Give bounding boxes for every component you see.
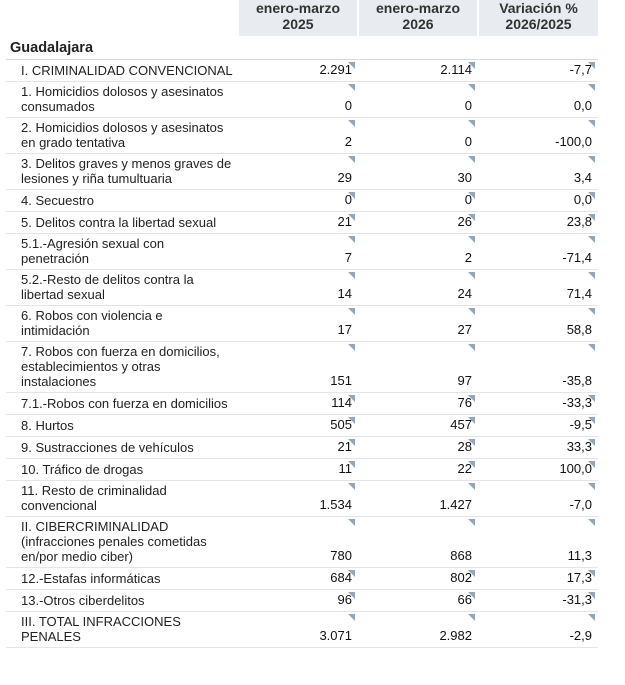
table-row <box>6 481 598 517</box>
cell-value: 2 <box>464 250 472 265</box>
variation-cell[interactable] <box>478 612 598 648</box>
cell-comment-indicator-icon <box>348 308 355 315</box>
cell-value: 14 <box>337 286 352 301</box>
cell-comment-indicator-icon <box>468 84 475 91</box>
table-row <box>6 234 598 270</box>
cell-comment-indicator-icon <box>588 84 595 91</box>
cell-comment-indicator-icon <box>468 272 475 279</box>
cell-value: 66 <box>457 592 472 607</box>
cell-value: 684 <box>330 570 352 585</box>
cell-value: 17 <box>337 322 352 337</box>
cell-comment-indicator-icon <box>348 483 355 490</box>
table-row <box>6 517 598 568</box>
cell-value: 3.071 <box>319 628 352 643</box>
variation-cell[interactable] <box>478 517 598 568</box>
cell-value: 868 <box>450 548 472 563</box>
row-label: 3. Delitos graves y menos graves de lesiones y riña tumultuaria <box>6 154 238 190</box>
cell-comment-indicator-icon <box>588 417 595 424</box>
variation-cell[interactable] <box>478 342 598 393</box>
crime-statistics-table <box>6 0 598 648</box>
row-label: 13.-Otros ciberdelitos <box>6 590 238 612</box>
cell-comment-indicator-icon <box>588 592 595 599</box>
row-label: II. CIBERCRIMINALIDAD (infracciones penales cometidas en/por medio ciber) <box>6 517 238 568</box>
cell-value: 2.982 <box>439 628 472 643</box>
variation-cell[interactable] <box>478 190 598 212</box>
cell-value: 76 <box>457 395 472 410</box>
table-row <box>6 306 598 342</box>
cell-comment-indicator-icon <box>468 614 475 621</box>
row-label: 5. Delitos contra la libertad sexual <box>6 212 238 234</box>
table-row <box>6 190 598 212</box>
cell-comment-indicator-icon <box>348 439 355 446</box>
row-label: 7.1.-Robos con fuerza en domicilios <box>6 393 238 415</box>
cell-value: -7,7 <box>569 62 592 77</box>
cell-comment-indicator-icon <box>348 236 355 243</box>
value-2026-cell[interactable] <box>358 437 478 459</box>
value-2025-cell[interactable] <box>238 154 358 190</box>
cell-comment-indicator-icon <box>588 483 595 490</box>
value-2026-cell[interactable] <box>358 612 478 648</box>
value-2026-cell[interactable] <box>358 118 478 154</box>
value-2026-cell[interactable] <box>358 481 478 517</box>
variation-cell[interactable] <box>478 270 598 306</box>
cell-comment-indicator-icon <box>348 592 355 599</box>
region-row <box>6 36 598 60</box>
row-label: 1. Homicidios dolosos y asesinatos consumados <box>6 82 238 118</box>
variation-cell[interactable] <box>478 437 598 459</box>
value-2026-cell[interactable] <box>358 270 478 306</box>
value-2025-cell[interactable] <box>238 415 358 437</box>
table-row <box>6 459 598 481</box>
cell-value: 505 <box>330 417 352 432</box>
table-row <box>6 270 598 306</box>
header-2026-line2: 2026 <box>402 16 434 32</box>
table-row <box>6 118 598 154</box>
value-2026-cell[interactable] <box>358 60 478 82</box>
value-2026-cell[interactable] <box>358 590 478 612</box>
cell-value: 0 <box>344 192 352 207</box>
variation-cell[interactable] <box>478 306 598 342</box>
cell-comment-indicator-icon <box>468 592 475 599</box>
header-2025-line1: enero-marzo <box>255 0 341 16</box>
cell-value: 2.114 <box>440 62 472 77</box>
value-2025-cell[interactable] <box>238 437 358 459</box>
row-label: 12.-Estafas informáticas <box>6 568 238 590</box>
cell-comment-indicator-icon <box>468 62 475 69</box>
cell-comment-indicator-icon <box>588 519 595 526</box>
value-2026-cell[interactable] <box>358 154 478 190</box>
cell-comment-indicator-icon <box>468 417 475 424</box>
cell-value: 71,4 <box>566 286 592 301</box>
variation-cell[interactable] <box>478 590 598 612</box>
value-2025-cell[interactable] <box>238 481 358 517</box>
cell-comment-indicator-icon <box>588 344 595 351</box>
table-row <box>6 212 598 234</box>
row-label: 10. Tráfico de drogas <box>6 459 238 481</box>
cell-comment-indicator-icon <box>588 62 595 69</box>
cell-comment-indicator-icon <box>348 192 355 199</box>
cell-value: 26 <box>457 214 472 229</box>
cell-comment-indicator-icon <box>348 62 355 69</box>
table-row <box>6 60 598 82</box>
cell-value: 2 <box>344 134 352 149</box>
value-2025-cell[interactable] <box>238 234 358 270</box>
cell-comment-indicator-icon <box>348 214 355 221</box>
cell-comment-indicator-icon <box>468 483 475 490</box>
cell-comment-indicator-icon <box>588 570 595 577</box>
row-label: 5.1.-Agresión sexual con penetración <box>6 234 238 270</box>
cell-value: 21 <box>337 214 352 229</box>
value-2025-cell[interactable] <box>238 118 358 154</box>
table-row <box>6 342 598 393</box>
variation-cell[interactable] <box>478 60 598 82</box>
value-2025-cell[interactable] <box>238 568 358 590</box>
cell-comment-indicator-icon <box>588 614 595 621</box>
cell-value: 97 <box>457 373 472 388</box>
value-2026-cell[interactable] <box>358 568 478 590</box>
cell-value: 100,0 <box>559 461 592 476</box>
cell-comment-indicator-icon <box>588 461 595 468</box>
cell-value: 2.291 <box>319 62 352 77</box>
cell-comment-indicator-icon <box>588 120 595 127</box>
cell-comment-indicator-icon <box>588 214 595 221</box>
cell-value: 0,0 <box>573 98 592 113</box>
cell-comment-indicator-icon <box>588 272 595 279</box>
header-variation <box>478 0 598 36</box>
row-label: I. CRIMINALIDAD CONVENCIONAL <box>6 60 238 82</box>
cell-comment-indicator-icon <box>348 156 355 163</box>
value-2026-cell[interactable] <box>358 234 478 270</box>
cell-value: 114 <box>331 395 352 410</box>
cell-value: 802 <box>450 570 472 585</box>
cell-value: 28 <box>457 439 472 454</box>
cell-comment-indicator-icon <box>468 214 475 221</box>
variation-cell[interactable] <box>478 459 598 481</box>
cell-comment-indicator-icon <box>468 308 475 315</box>
cell-comment-indicator-icon <box>588 308 595 315</box>
row-label: 5.2.-Resto de delitos contra la libertad sexual <box>6 270 238 306</box>
cell-comment-indicator-icon <box>348 570 355 577</box>
table-row <box>6 437 598 459</box>
cell-value: 29 <box>337 170 352 185</box>
cell-comment-indicator-icon <box>468 344 475 351</box>
table-row <box>6 82 598 118</box>
header-2026 <box>358 0 478 36</box>
cell-value: 24 <box>457 286 472 301</box>
cell-comment-indicator-icon <box>348 272 355 279</box>
variation-cell[interactable] <box>478 481 598 517</box>
variation-cell[interactable] <box>478 415 598 437</box>
cell-comment-indicator-icon <box>468 156 475 163</box>
cell-value: 17,3 <box>566 570 592 585</box>
value-2025-cell[interactable] <box>238 306 358 342</box>
value-2025-cell[interactable] <box>238 612 358 648</box>
value-2026-cell[interactable] <box>358 190 478 212</box>
cell-value: -9,5 <box>569 417 592 432</box>
header-2025-line2: 2025 <box>282 16 314 32</box>
cell-value: 1.427 <box>439 497 472 512</box>
value-2025-cell[interactable] <box>238 82 358 118</box>
cell-comment-indicator-icon <box>468 570 475 577</box>
value-2026-cell[interactable] <box>358 342 478 393</box>
cell-value: 30 <box>457 170 472 185</box>
cell-value: -71,4 <box>562 250 592 265</box>
value-2026-cell[interactable] <box>358 459 478 481</box>
table-header-row <box>6 0 598 36</box>
cell-value: -35,8 <box>562 373 592 388</box>
cell-value: -2,9 <box>569 628 592 643</box>
cell-value: 23,8 <box>566 214 592 229</box>
cell-value: 1.534 <box>319 497 352 512</box>
region-name: Guadalajara <box>6 36 598 60</box>
row-label: 7. Robos con fuerza en domicilios, establecimientos y otras instalaciones <box>6 342 238 393</box>
value-2026-cell[interactable] <box>358 517 478 568</box>
cell-value: -33,3 <box>562 395 592 410</box>
row-label: 2. Homicidios dolosos y asesinatos en grado tentativa <box>6 118 238 154</box>
cell-value: 11,3 <box>567 548 592 563</box>
cell-value: 0 <box>344 98 352 113</box>
cell-comment-indicator-icon <box>468 519 475 526</box>
cell-value: 780 <box>330 548 352 563</box>
value-2026-cell[interactable] <box>358 415 478 437</box>
variation-cell[interactable] <box>478 234 598 270</box>
table-row <box>6 590 598 612</box>
value-2026-cell[interactable] <box>358 393 478 415</box>
cell-value: 33,3 <box>566 439 592 454</box>
cell-value: 96 <box>337 592 352 607</box>
row-label: 9. Sustracciones de vehículos <box>6 437 238 459</box>
cell-comment-indicator-icon <box>348 120 355 127</box>
cell-value: -31,3 <box>562 592 592 607</box>
cell-comment-indicator-icon <box>588 156 595 163</box>
row-label: III. TOTAL INFRACCIONES PENALES <box>6 612 238 648</box>
cell-comment-indicator-icon <box>468 236 475 243</box>
cell-value: 457 <box>450 417 472 432</box>
value-2025-cell[interactable] <box>238 212 358 234</box>
row-label: 4. Secuestro <box>6 190 238 212</box>
value-2025-cell[interactable] <box>238 590 358 612</box>
cell-comment-indicator-icon <box>348 519 355 526</box>
cell-comment-indicator-icon <box>468 192 475 199</box>
cell-comment-indicator-icon <box>348 395 355 402</box>
cell-value: -7,0 <box>569 497 592 512</box>
table-row <box>6 568 598 590</box>
cell-value: 3,4 <box>573 170 592 185</box>
cell-value: 58,8 <box>566 322 592 337</box>
cell-comment-indicator-icon <box>348 84 355 91</box>
variation-cell[interactable] <box>478 212 598 234</box>
variation-cell[interactable] <box>478 82 598 118</box>
variation-cell[interactable] <box>478 568 598 590</box>
header-2026-line1: enero-marzo <box>375 0 461 16</box>
value-2025-cell[interactable] <box>238 60 358 82</box>
value-2026-cell[interactable] <box>358 306 478 342</box>
row-label: 6. Robos con violencia e intimidación <box>6 306 238 342</box>
cell-comment-indicator-icon <box>468 395 475 402</box>
cell-value: 151 <box>330 373 352 388</box>
row-label: 11. Resto de criminalidad convencional <box>6 481 238 517</box>
value-2025-cell[interactable] <box>238 393 358 415</box>
cell-comment-indicator-icon <box>468 461 475 468</box>
table-row <box>6 612 598 648</box>
cell-comment-indicator-icon <box>348 461 355 468</box>
cell-value: 0 <box>464 98 472 113</box>
cell-comment-indicator-icon <box>468 120 475 127</box>
crime-statistics-table-container <box>6 0 598 648</box>
value-2025-cell[interactable] <box>238 270 358 306</box>
header-variation-line1: Variación % <box>499 0 578 16</box>
cell-comment-indicator-icon <box>468 439 475 446</box>
cell-comment-indicator-icon <box>588 439 595 446</box>
value-2025-cell[interactable] <box>238 342 358 393</box>
cell-value: 27 <box>457 322 472 337</box>
value-2025-cell[interactable] <box>238 190 358 212</box>
cell-value: 0,0 <box>573 192 592 207</box>
variation-cell[interactable] <box>478 154 598 190</box>
header-variation-line2: 2026/2025 <box>505 16 572 32</box>
cell-comment-indicator-icon <box>588 192 595 199</box>
value-2025-cell[interactable] <box>238 459 358 481</box>
value-2025-cell[interactable] <box>238 517 358 568</box>
cell-value: 21 <box>337 439 352 454</box>
row-label: 8. Hurtos <box>6 415 238 437</box>
header-blank-cell <box>6 0 238 36</box>
value-2026-cell[interactable] <box>358 82 478 118</box>
cell-value: 7 <box>344 250 352 265</box>
cell-comment-indicator-icon <box>348 417 355 424</box>
cell-comment-indicator-icon <box>588 395 595 402</box>
header-2025 <box>238 0 358 36</box>
table-row <box>6 415 598 437</box>
cell-comment-indicator-icon <box>348 614 355 621</box>
cell-value: 0 <box>464 192 472 207</box>
cell-value: 0 <box>464 134 472 149</box>
value-2026-cell[interactable] <box>358 212 478 234</box>
variation-cell[interactable] <box>478 118 598 154</box>
cell-value: -100,0 <box>555 134 592 149</box>
cell-value: 22 <box>457 461 472 476</box>
table-row <box>6 393 598 415</box>
cell-comment-indicator-icon <box>588 236 595 243</box>
cell-value: 11 <box>338 461 352 476</box>
table-row <box>6 154 598 190</box>
variation-cell[interactable] <box>478 393 598 415</box>
cell-comment-indicator-icon <box>348 344 355 351</box>
